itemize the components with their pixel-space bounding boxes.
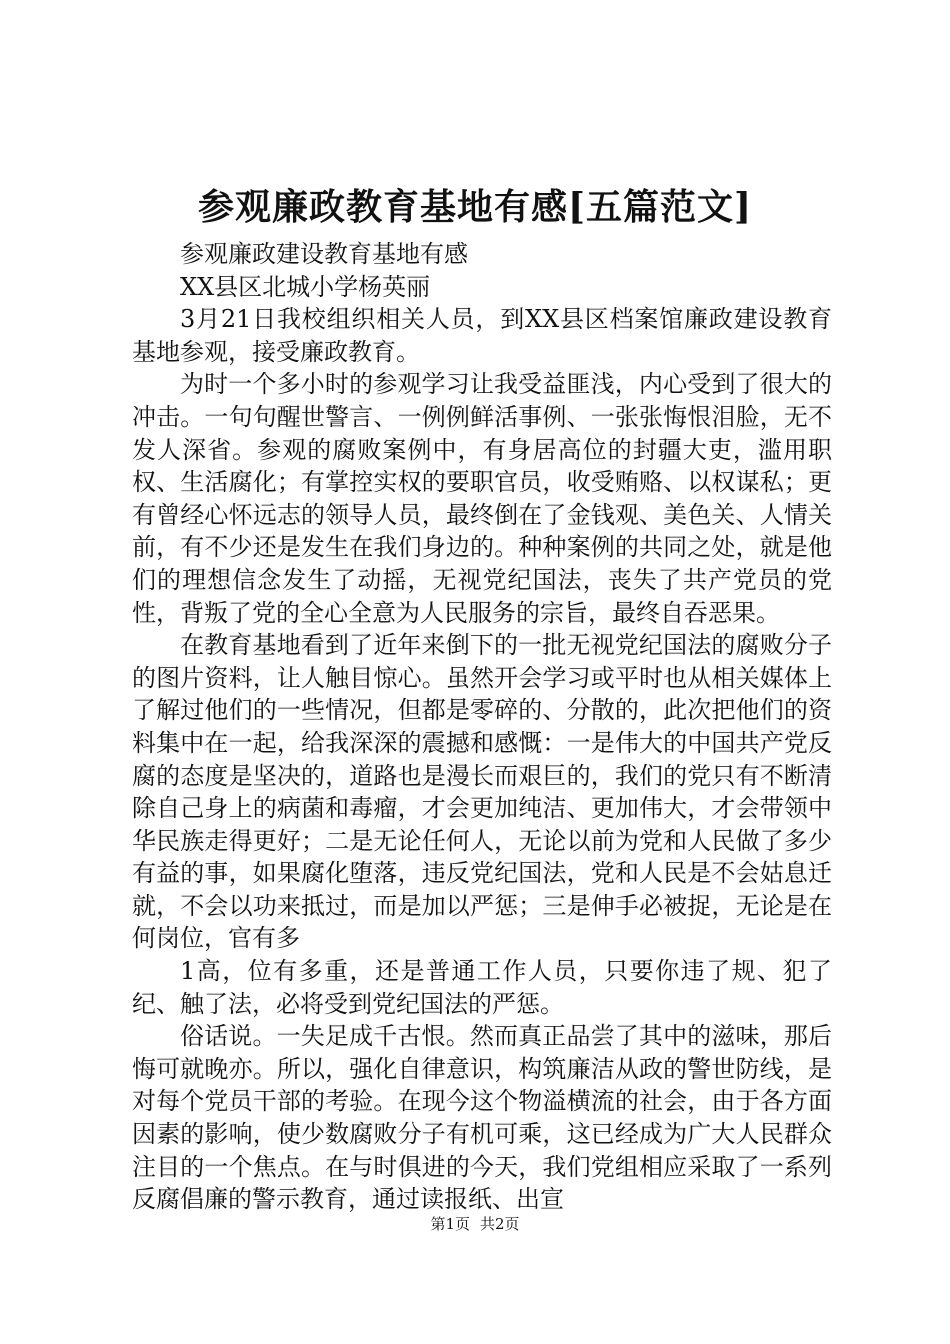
document-title: 参观廉政教育基地有感[五篇范文]: [197, 186, 753, 228]
page-number: 第1页: [430, 1215, 470, 1233]
body-paragraph: 3月21日我校组织相关人员，到XX县区档案馆廉政建设教育基地参观，接受廉政教育。: [132, 305, 832, 366]
author-paragraph: XX县区北城小学杨英丽: [180, 272, 431, 301]
page-total: 共2页: [480, 1215, 520, 1233]
body-paragraph: 为时一个多小时的参观学习让我受益匪浅，内心受到了很大的冲击。一句句醒世警言、一例例鲜活事例、一张张悔恨泪脸，无不发人深省。参观的腐败案例中，有身居高位的封疆大吏，滥用职权、生活腐化；有掌控实权的要职官员，收受贿赂、以权谋私；更有曾经心怀远志的领导人员，最终倒在了金钱观、美色关、人情关前，有不少还是发生在我们身边的。种种案例的共同之处，就是他们的理想信念发生了动摇，无视党纪国法，丧失了共产党员的党性，背叛了党的全心全意为人民服务的宗旨，最终自吞恶果。: [132, 370, 832, 627]
document-body: [132, 238, 832, 1216]
body-paragraph: 在教育基地看到了近年来倒下的一批无视党纪国法的腐败分子的图片资料，让人触目惊心。虽然开会学习或平时也从相关媒体上了解过他们的一些情况，但都是零碎的、分散的，此次把他们的资料集中在一起，给我深深的震撼和感慨：一是伟大的中国共产党反腐的态度是坚决的，道路也是漫长而艰巨的，我们的党只有不断清除自己身上的病菌和毒瘤，才会更加纯洁、更加伟大，才会带领中华民族走得更好；二是无论任何人，无论以前为党和人民做了多少有益的事，如果腐化堕落，违反党纪国法，党和人民是不会姑息迁就，不会以功来抵过，而是加以严惩；三是伸手必被捉，无论是在何岗位，官有多: [132, 631, 832, 953]
subtitle-paragraph: 参观廉政建设教育基地有感: [180, 240, 468, 268]
page-footer: [0, 1214, 950, 1234]
body-paragraph: 1高，位有多重，还是普通工作人员，只要你违了规、犯了纪、触了法，必将受到党纪国法的严惩。: [132, 957, 832, 1018]
body-paragraph: 俗话说。一失足成千古恨。然而真正品尝了其中的滋味，那后悔可就晚亦。所以，强化自律意识，构筑廉洁从政的警世防线，是对每个党员干部的考验。在现今这个物溢横流的社会，由于各方面因素的影响，使少数腐败分子有机可乘，这已经成为广大人民群众注目的一个焦点。在与时俱进的今天，我们党组相应采取了一系列反腐倡廉的警示教育，通过读报纸、出宣: [132, 1022, 832, 1214]
